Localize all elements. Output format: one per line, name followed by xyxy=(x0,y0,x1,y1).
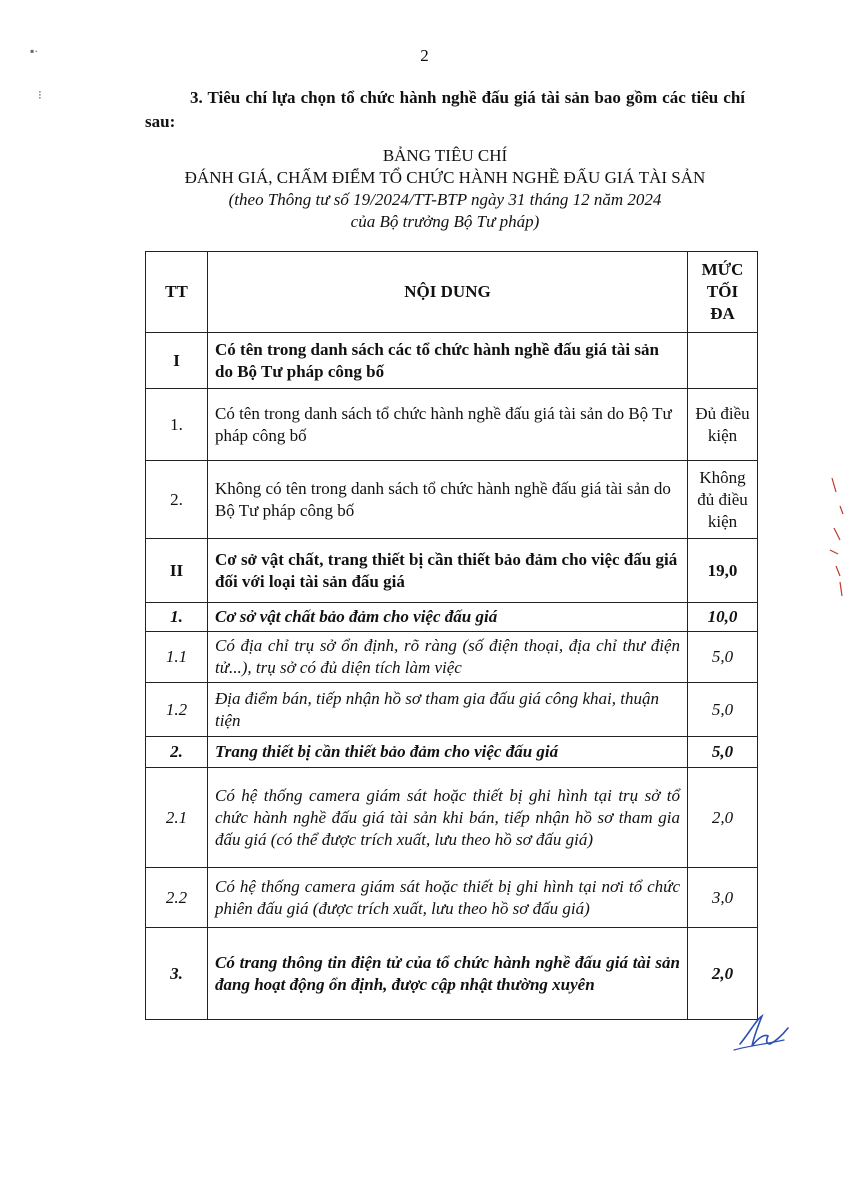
row-content: Có tên trong danh sách tổ chức hành nghề đấu giá tài sản do Bộ Tư pháp công bố xyxy=(208,389,688,461)
row-max xyxy=(688,333,758,389)
row-tt: 1. xyxy=(146,389,208,461)
scan-mark: ▪· xyxy=(30,44,39,58)
table-row xyxy=(146,461,758,539)
row-content: Có hệ thống camera giám sát hoặc thiết bị ghi hình tại trụ sở tổ chức hành nghề đấu giá tài sản khi bán, tiếp nhận hồ sơ tham gia đấu giá (có thể được trích xuất, lưu theo hồ sơ đấu giá) xyxy=(208,768,688,868)
page-number: 2 xyxy=(420,46,429,65)
row-max: 19,0 xyxy=(688,539,758,603)
table-row xyxy=(146,737,758,768)
legal-reference-issuer: của Bộ trưởng Bộ Tư pháp) xyxy=(350,212,540,231)
row-max: Đủ điều kiện xyxy=(688,389,758,461)
row-tt: I xyxy=(146,333,208,389)
header-max: MỨC TỐI ĐA xyxy=(688,252,758,333)
table-row xyxy=(146,683,758,737)
row-content: Địa điểm bán, tiếp nhận hồ sơ tham gia đấu giá công khai, thuận tiện xyxy=(208,683,688,737)
criteria-table xyxy=(145,251,758,1020)
table-row xyxy=(146,603,758,632)
table-title: BẢNG TIÊU CHÍ xyxy=(382,146,508,165)
legal-reference: (theo Thông tư số 19/2024/TT-BTP ngày 31 tháng 12 năm 2024 xyxy=(228,190,662,209)
scan-mark: ⁝ xyxy=(38,88,42,102)
header-tt: TT xyxy=(146,252,208,333)
table-row xyxy=(146,928,758,1020)
row-content: Có tên trong danh sách các tổ chức hành nghề đấu giá tài sản do Bộ Tư pháp công bố xyxy=(208,333,688,389)
header-content: NỘI DUNG xyxy=(208,252,688,333)
row-tt: 2. xyxy=(146,461,208,539)
row-tt: 1.1 xyxy=(146,632,208,683)
row-content: Có hệ thống camera giám sát hoặc thiết bị ghi hình tại nơi tổ chức phiên đấu giá (được trích xuất, lưu theo hồ sơ đấu giá) xyxy=(208,868,688,928)
row-max: 2,0 xyxy=(688,928,758,1020)
row-max: Không đủ điều kiện xyxy=(688,461,758,539)
table-subtitle: ĐÁNH GIÁ, CHẤM ĐIỂM TỔ CHỨC HÀNH NGHỀ ĐẤU GIÁ TÀI SẢN xyxy=(184,168,706,187)
signature-initials xyxy=(732,1010,792,1054)
table-row xyxy=(146,333,758,389)
row-tt: 3. xyxy=(146,928,208,1020)
row-tt: 2.1 xyxy=(146,768,208,868)
table-row xyxy=(146,539,758,603)
row-max: 3,0 xyxy=(688,868,758,928)
row-content: Trang thiết bị cần thiết bảo đảm cho việc đấu giá xyxy=(208,737,688,768)
row-max: 5,0 xyxy=(688,683,758,737)
row-content: Không có tên trong danh sách tổ chức hành nghề đấu giá tài sản do Bộ Tư pháp công bố xyxy=(208,461,688,539)
row-content: Có địa chỉ trụ sở ổn định, rõ ràng (số điện thoại, địa chỉ thư điện tử...), trụ sở có đủ diện tích làm việc xyxy=(208,632,688,683)
row-tt: 1. xyxy=(146,603,208,632)
row-max: 10,0 xyxy=(688,603,758,632)
table-header-row xyxy=(146,252,758,333)
table-row xyxy=(146,632,758,683)
row-content: Cơ sở vật chất bảo đảm cho việc đấu giá xyxy=(208,603,688,632)
intro-paragraph: 3. Tiêu chí lựa chọn tổ chức hành nghề đấu giá tài sản bao gồm các tiêu chí sau: xyxy=(145,88,745,131)
table-row xyxy=(146,868,758,928)
pen-marks xyxy=(818,470,848,600)
row-content: Có trang thông tin điện tử của tổ chức hành nghề đấu giá tài sản đang hoạt động ổn định, được cập nhật thường xuyên xyxy=(208,928,688,1020)
row-tt: 2. xyxy=(146,737,208,768)
table-row xyxy=(146,768,758,868)
table-row xyxy=(146,389,758,461)
row-tt: 2.2 xyxy=(146,868,208,928)
row-max: 5,0 xyxy=(688,737,758,768)
row-tt: 1.2 xyxy=(146,683,208,737)
row-max: 5,0 xyxy=(688,632,758,683)
row-max: 2,0 xyxy=(688,768,758,868)
row-tt: II xyxy=(146,539,208,603)
row-content: Cơ sở vật chất, trang thiết bị cần thiết bảo đảm cho việc đấu giá đối với loại tài sản đấu giá xyxy=(208,539,688,603)
